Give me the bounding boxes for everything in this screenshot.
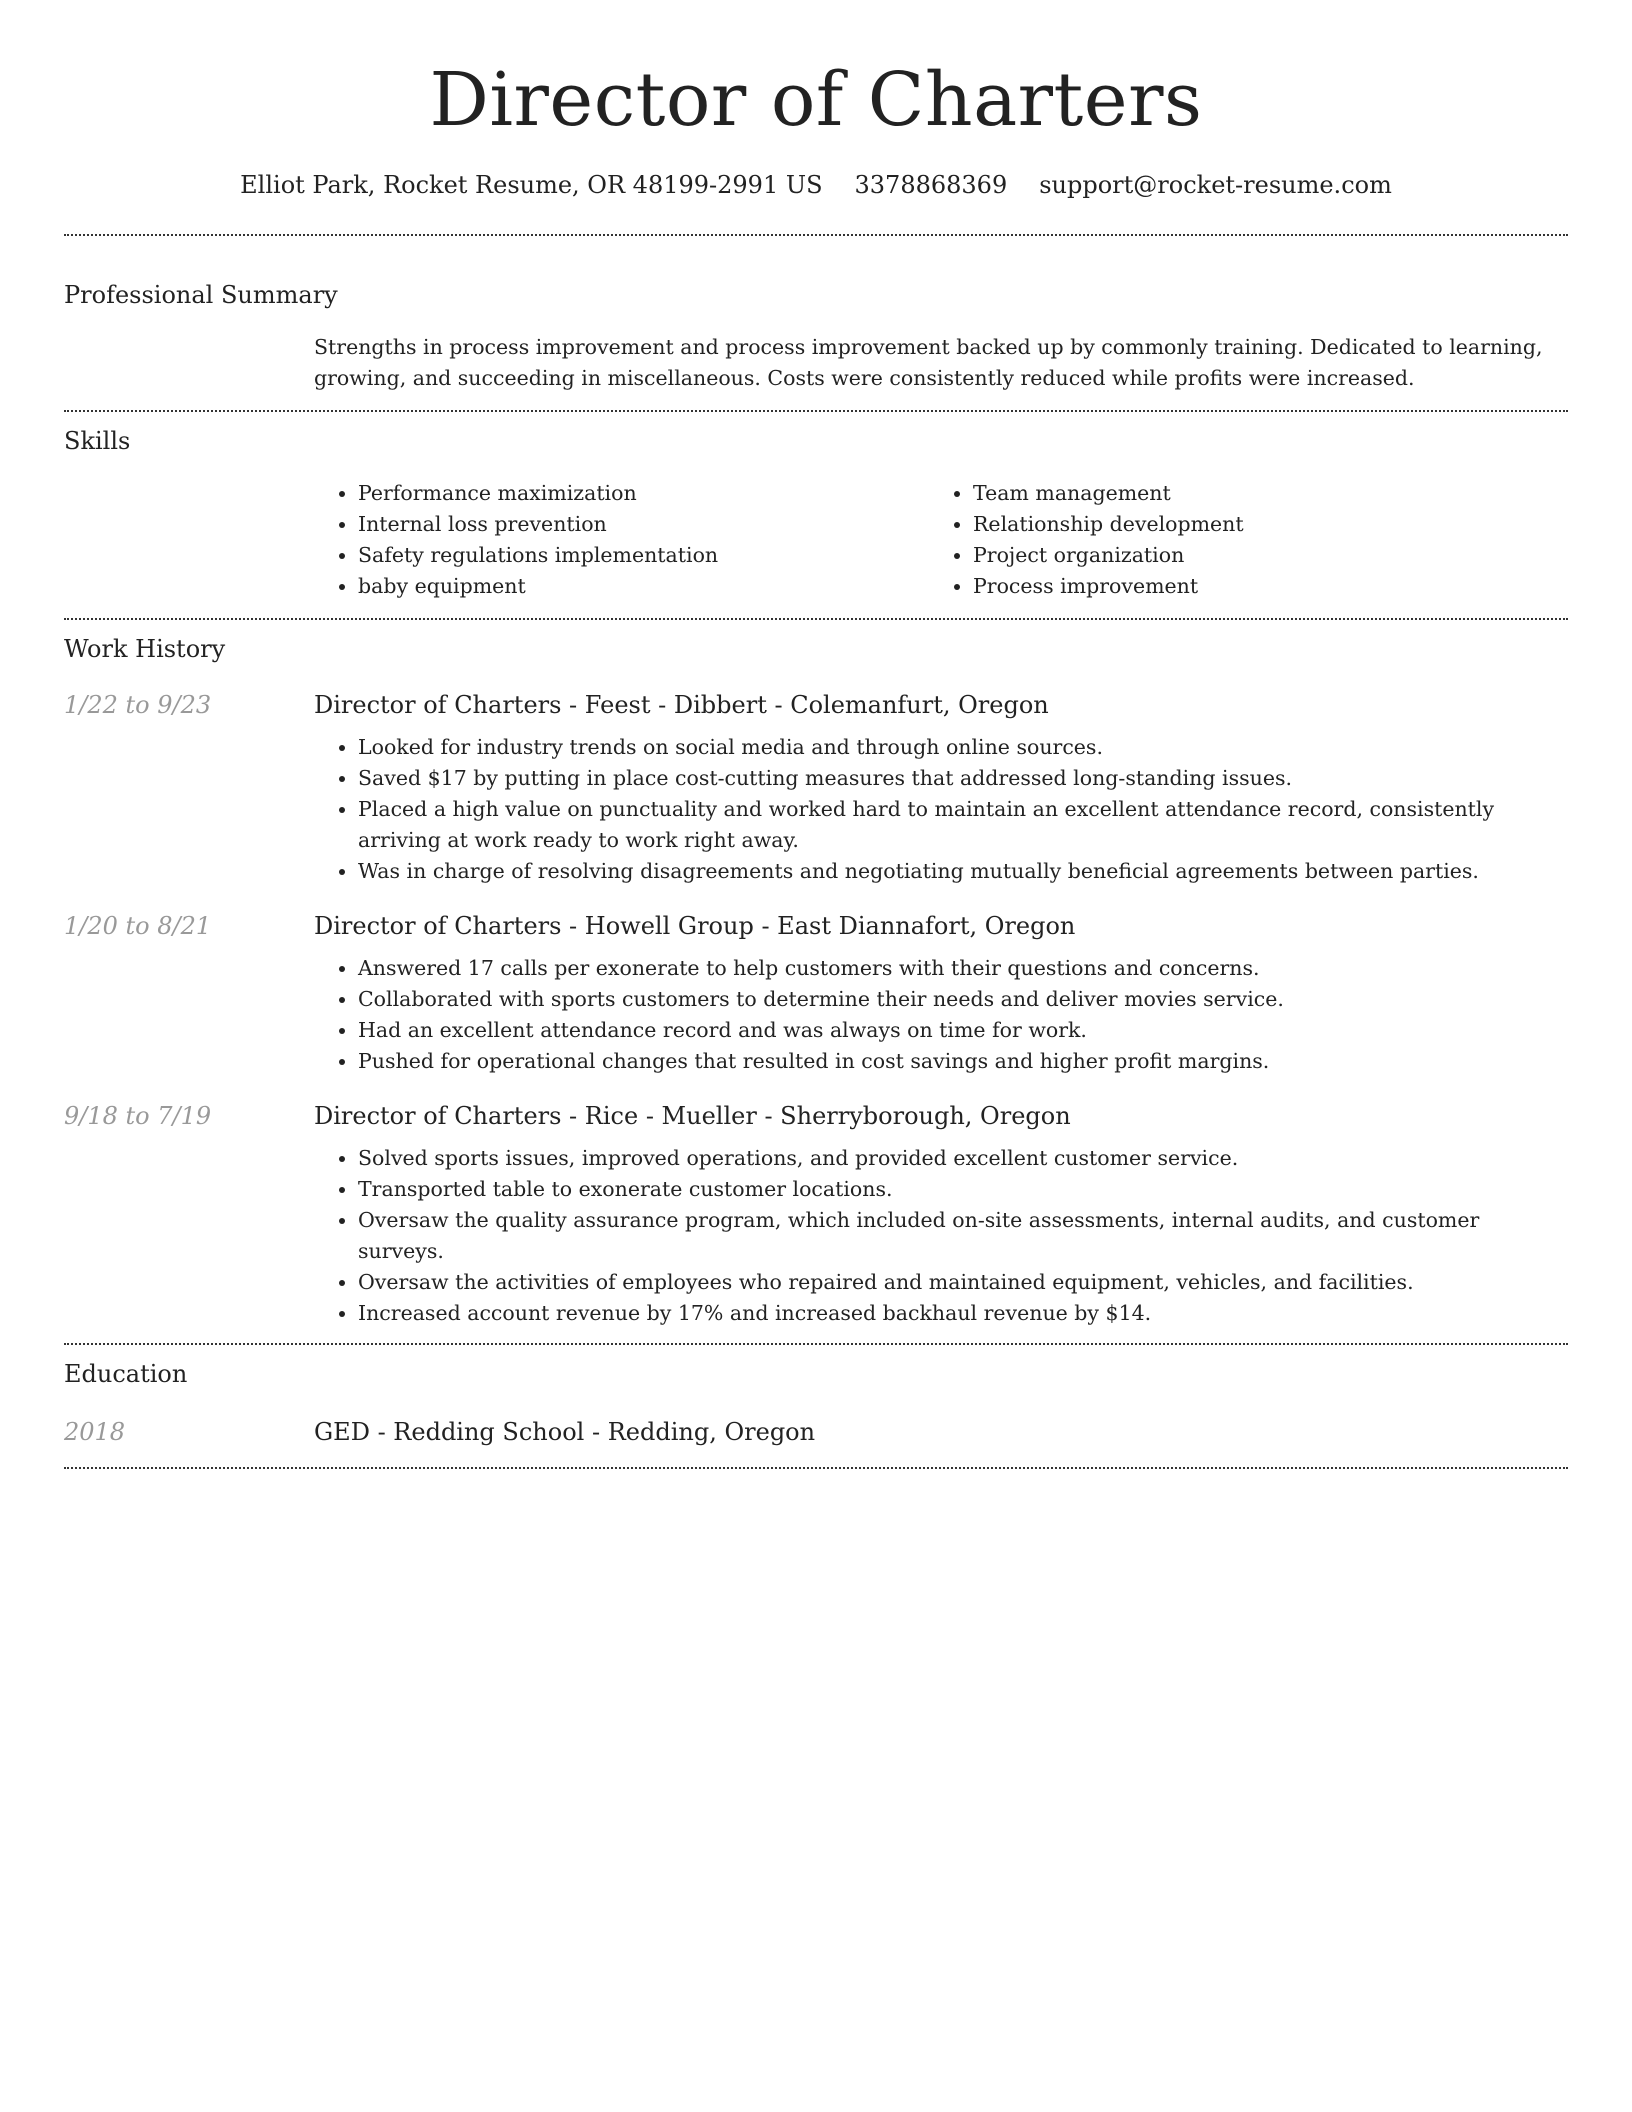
resume-name: Director of Charters — [429, 57, 1203, 143]
skill-item: • Team management — [973, 478, 1544, 509]
skill-item: • Project organization — [973, 540, 1544, 571]
job-bullet: • Placed a high value on punctuality and worked hard to maintain an excellent attendance record, consistently arriving at work ready to work right away. — [358, 794, 1568, 856]
summary-section — [64, 278, 1568, 394]
job-bullet: • Transported table to exonerate customer locations. — [358, 1174, 1568, 1205]
section-divider — [64, 234, 1568, 236]
job-bullet: • Oversaw the activities of employees who repaired and maintained equipment, vehicles, and facilities. — [358, 1267, 1568, 1298]
section-divider — [64, 618, 1568, 620]
job-bullets — [314, 1143, 1568, 1329]
job-bullet: • Was in charge of resolving disagreements and negotiating mutually beneficial agreements between parties. — [358, 856, 1568, 887]
section-divider — [64, 410, 1568, 412]
skill-item: • Performance maximization — [358, 478, 929, 509]
job-title: Director of Charters - Feest - Dibbert - Colemanfurt, Oregon — [314, 691, 1049, 719]
contact-email: support@rocket-resume.com — [1039, 171, 1392, 199]
job-dates: 1/22 to 9/23 — [64, 691, 212, 719]
job-entry — [64, 909, 1568, 1077]
section-divider — [64, 1343, 1568, 1345]
skills-list — [314, 478, 1568, 602]
skills-heading: Skills — [64, 427, 131, 455]
job-bullet: • Answered 17 calls per exonerate to help customers with their questions and concerns. — [358, 953, 1568, 984]
job-title: Director of Charters - Rice - Mueller - Sherryborough, Oregon — [314, 1102, 1071, 1130]
summary-heading: Professional Summary — [64, 281, 338, 309]
job-bullet: • Collaborated with sports customers to determine their needs and deliver movies service. — [358, 984, 1568, 1015]
education-entry — [64, 1415, 1568, 1449]
skill-item: • Safety regulations implementation — [358, 540, 929, 571]
work-history-heading: Work History — [64, 635, 226, 663]
job-bullet: • Increased account revenue by 17% and increased backhaul revenue by $14. — [358, 1298, 1568, 1329]
skills-column-left — [314, 478, 929, 602]
section-divider — [64, 1467, 1568, 1469]
skill-item: • Internal loss prevention — [358, 509, 929, 540]
work-history-section — [64, 632, 1568, 1329]
job-bullet: • Pushed for operational changes that resulted in cost savings and higher profit margins. — [358, 1046, 1568, 1077]
job-bullet: • Had an excellent attendance record and was always on time for work. — [358, 1015, 1568, 1046]
job-entry — [64, 1099, 1568, 1329]
education-section — [64, 1357, 1568, 1449]
skills-section — [64, 424, 1568, 602]
job-bullet: • Saved $17 by putting in place cost-cutting measures that addressed long-standing issues. — [358, 763, 1568, 794]
education-degree: GED - Redding School - Redding, Oregon — [314, 1418, 816, 1446]
skill-item: • Process improvement — [973, 571, 1544, 602]
job-bullets — [314, 953, 1568, 1077]
contact-phone: 3378868369 — [854, 171, 1008, 199]
job-bullet: • Looked for industry trends on social media and through online sources. — [358, 732, 1568, 763]
summary-text: Strengths in process improvement and process improvement backed up by commonly training. Dedicated to learning, growing, and succeeding in miscellaneous. Costs were consistently reduced while profits were increased. — [314, 335, 1543, 390]
skills-column-right — [929, 478, 1544, 602]
job-dates: 1/20 to 8/21 — [64, 912, 212, 940]
job-dates: 9/18 to 7/19 — [64, 1102, 212, 1130]
skill-item: • Relationship development — [973, 509, 1544, 540]
job-entry — [64, 688, 1568, 887]
job-bullet: • Solved sports issues, improved operations, and provided excellent customer service. — [358, 1143, 1568, 1174]
education-year: 2018 — [64, 1418, 126, 1446]
contact-line — [64, 168, 1568, 202]
job-bullets — [314, 732, 1568, 887]
education-heading: Education — [64, 1360, 188, 1388]
skill-item: • baby equipment — [358, 571, 929, 602]
job-bullet: • Oversaw the quality assurance program, which included on-site assessments, internal audits, and customer surveys. — [358, 1205, 1568, 1267]
contact-address: Elliot Park, Rocket Resume, OR 48199-2991 US — [240, 171, 823, 199]
job-title: Director of Charters - Howell Group - East Diannafort, Oregon — [314, 912, 1076, 940]
